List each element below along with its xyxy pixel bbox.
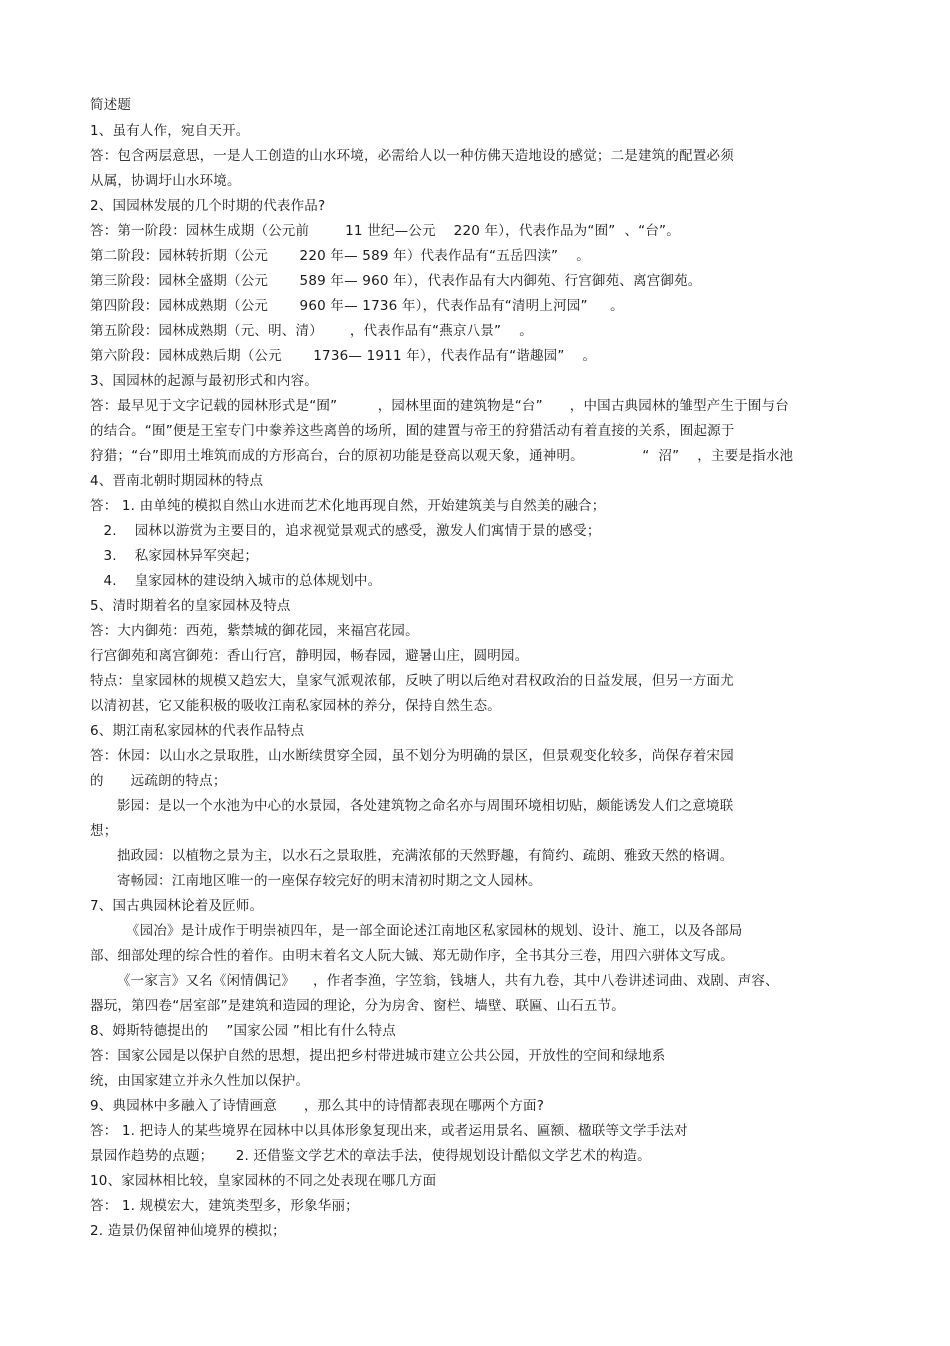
answer-line: 想； [90, 823, 118, 839]
answer-line: 第二阶段：园林转折期（公元 220 年— 589 年）代表作品有“五岳四渎” 。 [90, 248, 590, 264]
answer-line: 答：最早见于文字记载的园林形式是“囿” ，园林里面的建筑物是“台” ，中国古典园林的雏型产生于囿与台 [90, 398, 789, 414]
question-7: 7、国古典园林论着及匠师。 [90, 898, 264, 914]
answer-line: 答：国家公园是以保护自然的思想，提出把乡村带进城市建立公共公园，开放性的空间和绿地系 [90, 1048, 666, 1064]
answer-line: 第三阶段：园林全盛期（公元 589 年— 960 年），代表作品有大内御苑、行宫御苑、离宫御苑。 [90, 273, 702, 289]
answer-line: 寄畅园：江南地区唯一的一座保存较完好的明末清初时期之文人园林。 [90, 873, 542, 889]
answer-line: 答： 1. 由单纯的模拟自然山水进而艺术化地再现自然，开始建筑美与自然美的融合； [90, 498, 606, 514]
answer-line: 第六阶段：园林成熟后期（公元 1736— 1911 年），代表作品有“谐趣园” 。 [90, 348, 597, 364]
answer-line: 第四阶段：园林成熟期（公元 960 年— 1736 年），代表作品有“清明上河园” 。 [90, 298, 624, 314]
question-10: 10、家园林相比较，皇家园林的不同之处表现在哪几方面 [90, 1173, 437, 1189]
answer-line: 景园作趋势的点题； 2. 还借鉴文学艺术的章法手法，使得规划设计酷似文学艺术的构造。 [90, 1148, 651, 1164]
answer-line: 狩猎；“台”即用土堆筑而成的方形高台，台的原初功能是登高以观天象，通神明。 “ 沼” ，主要是指水池 [90, 448, 794, 464]
question-8: 8、姆斯特德提出的 ”国家公园 ”相比有什么特点 [90, 1023, 396, 1039]
question-4: 4、晋南北朝时期园林的特点 [90, 473, 264, 489]
answer-line: 《一家言》又名《闲情偶记》 ，作者李渔，字笠翁，钱塘人，共有九卷，其中八卷讲述词曲、戏剧、声容、 [90, 973, 779, 989]
answer-line: 4. 皇家园林的建设纳入城市的总体规划中。 [90, 573, 382, 589]
answer-line: 第五阶段：园林成熟期（元、明、清） ，代表作品有“燕京八景” 。 [90, 323, 533, 339]
answer-line: 2. 园林以游赏为主要目的，追求视觉景观式的感受，激发人们寓情于景的感受； [90, 523, 601, 539]
answer-line: 特点：皇家园林的规模又趋宏大，皇家气派观浓郁，反映了明以后绝对君权政治的日益发展，但另一方面尤 [90, 673, 734, 689]
question-5: 5、清时期着名的皇家园林及特点 [90, 598, 291, 614]
answer-line: 从属，协调圩山水环境。 [90, 173, 241, 189]
answer-line: 器玩，第四卷“居室部”是建筑和造园的理论，分为房舍、窗栏、墙壁、联匾、山石五节。 [90, 998, 625, 1014]
question-9: 9、典园林中多融入了诗情画意 ，那么其中的诗情都表现在哪两个方面? [90, 1098, 545, 1114]
answer-line: 影园：是以一个水池为中心的水景园，各处建筑物之命名亦与周围环境相切贴，颇能诱发人们之意境联 [90, 798, 734, 814]
answer-line: 3. 私家园林异军突起； [90, 548, 259, 564]
document-title: 简述题 [90, 97, 132, 113]
answer-line: 统，由国家建立并永久性加以保护。 [90, 1073, 310, 1089]
answer-line: 行宫御苑和离宫御苑：香山行宫，静明园，畅春园，避暑山庄，圆明园。 [90, 648, 529, 664]
answer-line: 的 远疏朗的特点； [90, 773, 227, 789]
answer-line: 《园冶》是计成作于明崇祯四年，是一部全面论述江南地区私家园林的规划、设计、施工，以及各部局 [90, 923, 743, 939]
answer-line: 的结合。“囿”便是王室专门中豢养这些离兽的场所，囿的建置与帝王的狩猎活动有着直接的关系，囿起源于 [90, 423, 735, 439]
answer-line: 部、细部处理的综合性的着作。由明末着名文人阮大铖、郑无勋作序，全书其分三卷，用四六骈体文写成。 [90, 948, 734, 964]
answer-line: 以清初甚，它又能积极的吸收江南私家园林的养分，保持自然生态。 [90, 698, 501, 714]
question-6: 6、期江南私家园林的代表作品特点 [90, 723, 305, 739]
answer-line: 答： 1. 规模宏大，建筑类型多，形象华丽； [90, 1198, 359, 1214]
question-3: 3、国园林的起源与最初形式和内容。 [90, 373, 318, 389]
answer-line: 拙政园：以植物之景为主，以水石之景取胜，充满浓郁的天然野趣，有简约、疏朗、雅致天然的格调。 [90, 848, 734, 864]
answer-line: 答： 1. 把诗人的某些境界在园林中以具体形象复现出来，或者运用景名、匾额、楹联等文学手法对 [90, 1123, 688, 1139]
answer-line: 答：第一阶段：园林生成期（公元前 11 世纪—公元 220 年），代表作品为“囿” 、“台”。 [90, 223, 680, 239]
question-1: 1、虽有人作，宛自天开。 [90, 123, 250, 139]
answer-line: 答：休园：以山水之景取胜，山水断续贯穿全园，虽不划分为明确的景区，但景观变化较多，尚保存着宋园 [90, 748, 734, 764]
answer-line: 答：大内御苑：西苑，紫禁城的御花园，来福宫花园。 [90, 623, 419, 639]
question-2: 2、国园林发展的几个时期的代表作品? [90, 198, 326, 214]
answer-line: 2. 造景仍保留神仙境界的模拟； [90, 1223, 286, 1239]
answer-line: 答：包含两层意思，一是人工创造的山水环境，必需给人以一种仿佛天造地设的感觉；二是建筑的配置必须 [90, 148, 734, 164]
